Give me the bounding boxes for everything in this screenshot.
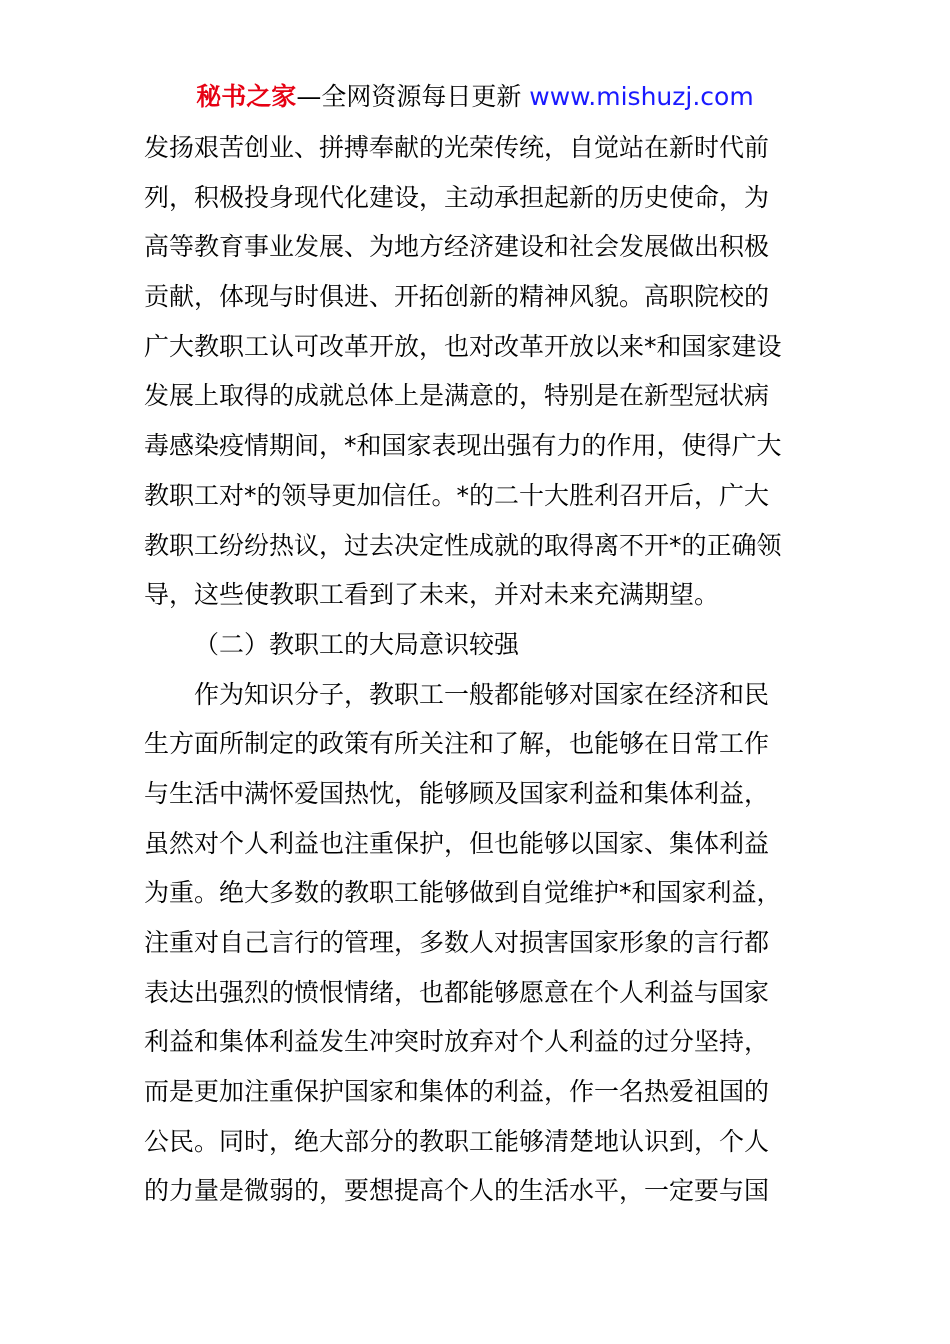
- paragraph-first-line: 作为知识分子，教职工一般都能够对国家在经济和民: [194, 679, 770, 709]
- text-line: 导，这些使教职工看到了未来，并对未来充满期望。: [144, 580, 720, 610]
- text-line: 而是更加注重保护国家和集体的利益，作一名热爱祖国的: [144, 1077, 770, 1107]
- document-body: [144, 123, 810, 1216]
- text-line: 利益和集体利益发生冲突时放弃对个人利益的过分坚持，: [144, 1027, 770, 1057]
- text-line: 与生活中满怀爱国热忱，能够顾及国家利益和集体利益，: [144, 778, 770, 808]
- text-line: 虽然对个人利益也注重保护，但也能够以国家、集体利益: [144, 828, 770, 858]
- text-line: 毒感染疫情期间，*和国家表现出强有力的作用，使得广大: [144, 431, 782, 461]
- text-line: 的力量是微弱的，要想提高个人的生活水平，一定要与国: [144, 1176, 770, 1206]
- text-line: 生方面所制定的政策有所关注和了解，也能够在日常工作: [144, 729, 770, 759]
- section-heading: （二）教职工的大局意识较强: [194, 629, 520, 659]
- text-line: 列，积极投身现代化建设，主动承担起新的历史使命，为: [144, 182, 770, 212]
- text-line: 发扬艰苦创业、拼搏奉献的光荣传统，自觉站在新时代前: [144, 133, 770, 162]
- text-line: 表达出强烈的愤恨情绪，也都能够愿意在个人利益与国家: [144, 977, 770, 1007]
- text-line: 教职工对*的领导更加信任。*的二十大胜利召开后，广大: [144, 480, 770, 510]
- page-header: [0, 80, 950, 114]
- text-line: 教职工纷纷热议，过去决定性成就的取得离不开*的正确领: [144, 530, 782, 560]
- brand-name: 秘书之家: [196, 82, 297, 111]
- text-line: 广大教职工认可改革开放，也对改革开放以来*和国家建设: [144, 331, 782, 361]
- text-line: 高等教育事业发展、为地方经济建设和社会发展做出积极: [144, 232, 770, 262]
- site-url-link[interactable]: www.mishuzj.com: [529, 82, 754, 111]
- text-line: 发展上取得的成就总体上是满意的，特别是在新型冠状病: [144, 381, 770, 411]
- text-line: 公民。同时，绝大部分的教职工能够清楚地认识到，个人: [144, 1126, 770, 1156]
- text-line: 为重。绝大多数的教职工能够做到自觉维护*和国家利益，: [144, 878, 782, 908]
- header-tagline: —全网资源每日更新: [296, 82, 530, 111]
- text-line: 注重对自己言行的管理，多数人对损害国家形象的言行都: [144, 928, 770, 957]
- text-line: 贡献，体现与时俱进、开拓创新的精神风貌。高职院校的: [144, 282, 770, 312]
